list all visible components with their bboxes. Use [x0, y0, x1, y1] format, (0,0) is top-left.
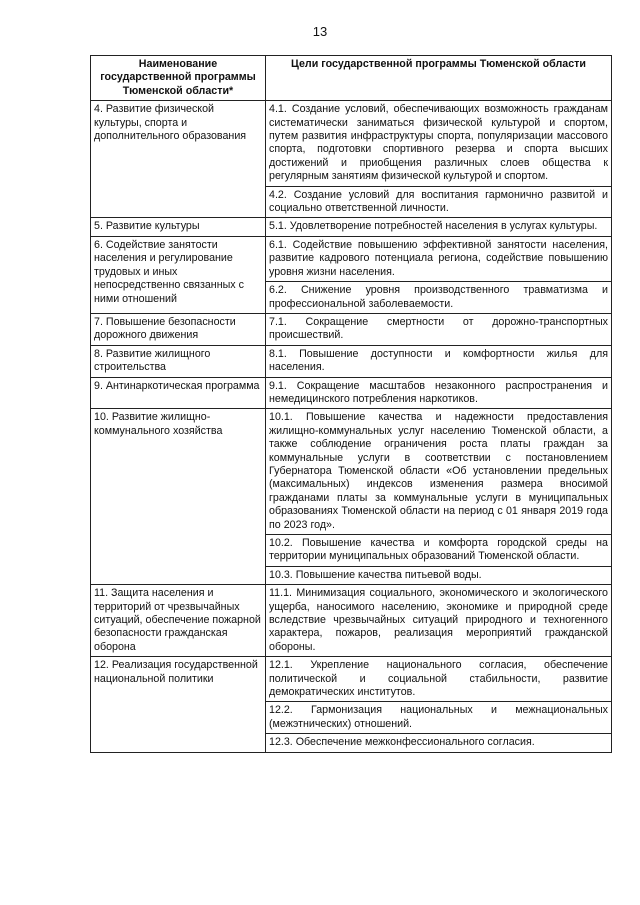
table-row — [91, 377, 612, 409]
program-goal: 7.1. Сокращение смертности от дорожно-транспортных происшествий. — [266, 313, 612, 345]
page-number: 13 — [312, 24, 328, 39]
program-goal: 10.1. Повышение качества и надежности предоставления жилищно-коммунальных услуг населению Тюменской области, а также соблюдение ограничения роста платы граждан за коммунальные услуги в соответствии с постановлением Губернатора Тюменской области «Об установлении предельных (максимальных) индексов изменения размера вносимой гражданами платы за коммунальные услуги в муниципальных образованиях Тюменской области на период с 01 января 2019 года по 2023 год». — [266, 409, 612, 535]
program-goal: 6.2. Снижение уровня производственного травматизма и профессиональной заболеваемости. — [266, 282, 612, 314]
program-goal: 10.2. Повышение качества и комфорта городской среды на территории муниципальных образований Тюменской области. — [266, 535, 612, 567]
table-row — [91, 236, 612, 281]
table-row — [91, 101, 612, 186]
programs-goals-table — [90, 55, 612, 753]
program-goal: 12.2. Гармонизация национальных и межнациональных (межэтнических) отношений. — [266, 702, 612, 734]
program-goal: 4.2. Создание условий для воспитания гармонично развитой и социально ответственной личности. — [266, 186, 612, 218]
program-goal: 9.1. Сокращение масштабов незаконного распространения и немедицинского потребления наркотиков. — [266, 377, 612, 409]
table-row — [91, 409, 612, 535]
program-name: 5. Развитие культуры — [91, 218, 266, 236]
table-header-row — [91, 56, 612, 101]
program-goal: 8.1. Повышение доступности и комфортности жилья для населения. — [266, 345, 612, 377]
program-name: 12. Реализация государственной национальной политики — [91, 657, 266, 752]
program-goal: 12.3. Обеспечение межконфессионального согласия. — [266, 734, 612, 752]
program-name: 10. Развитие жилищно-коммунального хозяйства — [91, 409, 266, 585]
table-row — [91, 657, 612, 702]
header-program-name: Наименование государственной программы Тюменской области* — [91, 56, 266, 101]
program-name: 11. Защита населения и территорий от чрезвычайных ситуаций, обеспечение пожарной безопасности гражданская оборона — [91, 585, 266, 657]
program-goal: 5.1. Удовлетворение потребностей населения в услугах культуры. — [266, 218, 612, 236]
program-goal: 6.1. Содействие повышению эффективной занятости населения, развитие кадрового потенциала региона, содействие повышению уровня жизни населения. — [266, 236, 612, 281]
program-goal: 11.1. Минимизация социального, экономического и экологического ущерба, наносимого населению, экономике и природной среде вследствие чрезвычайных ситуаций природного и техногенного характера, пожаров, реализация мероприятий гражданской обороны. — [266, 585, 612, 657]
table-row — [91, 585, 612, 657]
table-row — [91, 313, 612, 345]
program-goal: 4.1. Создание условий, обеспечивающих возможность гражданам систематически заниматься физической культурой и спортом, путем развития инфраструктуры спорта, популяризации массового спорта, подготовки спортивного резерва и спорта высших достижений и приобщения различных слоев общества к регулярным занятиям физической культурой и спортом. — [266, 101, 612, 186]
program-name: 8. Развитие жилищного строительства — [91, 345, 266, 377]
table-row — [91, 345, 612, 377]
program-name: 4. Развитие физической культуры, спорта и дополнительного образования — [91, 101, 266, 218]
program-name: 6. Содействие занятости населения и регулирование трудовых и иных непосредственно связанных с ними отношений — [91, 236, 266, 313]
program-name: 9. Антинаркотическая программа — [91, 377, 266, 409]
program-goal: 12.1. Укрепление национального согласия, обеспечение политической и социальной стабильности, развитие демократических институтов. — [266, 657, 612, 702]
header-program-goals: Цели государственной программы Тюменской области — [266, 56, 612, 101]
table-row — [91, 218, 612, 236]
program-name: 7. Повышение безопасности дорожного движения — [91, 313, 266, 345]
program-goal: 10.3. Повышение качества питьевой воды. — [266, 566, 612, 584]
